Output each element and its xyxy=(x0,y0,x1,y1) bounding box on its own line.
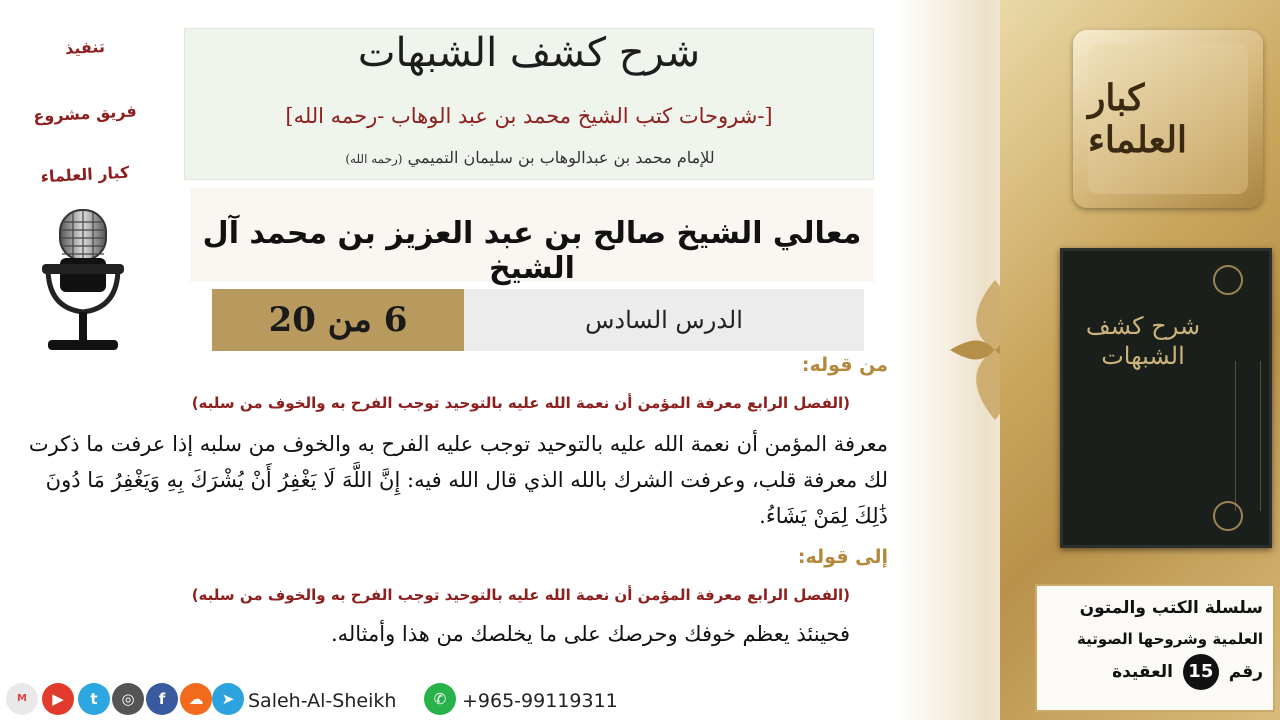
microphone-icon xyxy=(38,208,128,358)
paragraph-main: معرفة المؤمن أن نعمة الله عليه بالتوحيد توجب عليه الفرح به والخوف من سلبه إذا عرفت ما ذكرت لك معرفة قلب، وعرفت الشرك بالله الذي قال الله فيه: إِنَّ اللَّهَ لَا يَغْفِرُ أَنْ يُشْرَكَ بِهِ وَيَغْفِرُ مَا دُونَ ذَٰلِكَ لِمَنْ يَشَاءُ. xyxy=(28,432,888,528)
lesson-count: 6 من 20 xyxy=(212,289,464,351)
gmail-icon[interactable]: M xyxy=(6,683,38,715)
credit-execution: تنفيذ xyxy=(64,36,106,59)
soundcloud-icon[interactable]: ☁ xyxy=(180,683,212,715)
phone-text: +965-99119311 xyxy=(462,690,618,712)
series-number-row xyxy=(1037,654,1263,690)
paragraph-end: فحينئذ يعظم خوفك وحرصك على ما يخلصك من هذا وأمثاله. xyxy=(330,622,850,646)
author-line xyxy=(270,148,790,167)
credit-team: فريق مشروع xyxy=(32,101,138,126)
handle-text: Saleh-Al-Sheikh xyxy=(248,690,397,712)
page-title: شرح كشف الشبهات xyxy=(357,30,701,76)
facebook-icon[interactable]: f xyxy=(146,683,178,715)
whatsapp-icon[interactable]: ✆ xyxy=(424,683,456,715)
telegram-icon[interactable]: ➤ xyxy=(212,683,244,715)
logo-text: كبار العلماء xyxy=(1088,44,1248,194)
series-number-badge: 15 xyxy=(1183,654,1219,690)
book-ornament-icon xyxy=(1213,265,1243,295)
author-name: للإمام محمد بن عبدالوهاب بن سليمان التميمي xyxy=(407,148,715,167)
series-info xyxy=(1035,584,1275,712)
credit-project: كبار العلماء xyxy=(40,162,130,187)
series-subtitle: [شروحات كتب الشيخ محمد بن عبد الوهاب -رحمه الله-] xyxy=(285,104,773,128)
from-label: من قوله: xyxy=(801,354,888,376)
instagram-icon[interactable]: ◎ xyxy=(112,683,144,715)
series-topic: العقيدة xyxy=(1112,662,1173,682)
sheikh-name: معالي الشيخ صالح بن عبد العزيز بن محمد آل الشيخ xyxy=(202,216,862,286)
book-cover xyxy=(1060,248,1272,548)
quote-start: (الفصل الرابع معرفة المؤمن أن نعمة الله عليه بالتوحيد توجب الفرح به والخوف من سلبه) xyxy=(191,394,850,412)
to-label: إلى قوله: xyxy=(797,546,888,568)
twitter-icon[interactable]: t xyxy=(78,683,110,715)
series-line-2: العلمية وشروحها الصوتية xyxy=(1077,630,1263,648)
series-line-1: سلسلة الكتب والمتون xyxy=(1079,598,1263,618)
author-note: (رحمه الله) xyxy=(345,152,403,166)
logo xyxy=(1073,30,1263,208)
book-ornament-icon xyxy=(1213,501,1243,531)
series-num-label: رقم xyxy=(1228,662,1263,682)
book-spine xyxy=(1235,361,1261,511)
book-title: شرح كشف الشبهات xyxy=(1085,312,1201,370)
lesson-title: الدرس السادس xyxy=(464,289,864,351)
youtube-icon[interactable]: ▶ xyxy=(42,683,74,715)
quote-end: (الفصل الرابع معرفة المؤمن أن نعمة الله عليه بالتوحيد توجب الفرح به والخوف من سلبه) xyxy=(191,586,850,604)
